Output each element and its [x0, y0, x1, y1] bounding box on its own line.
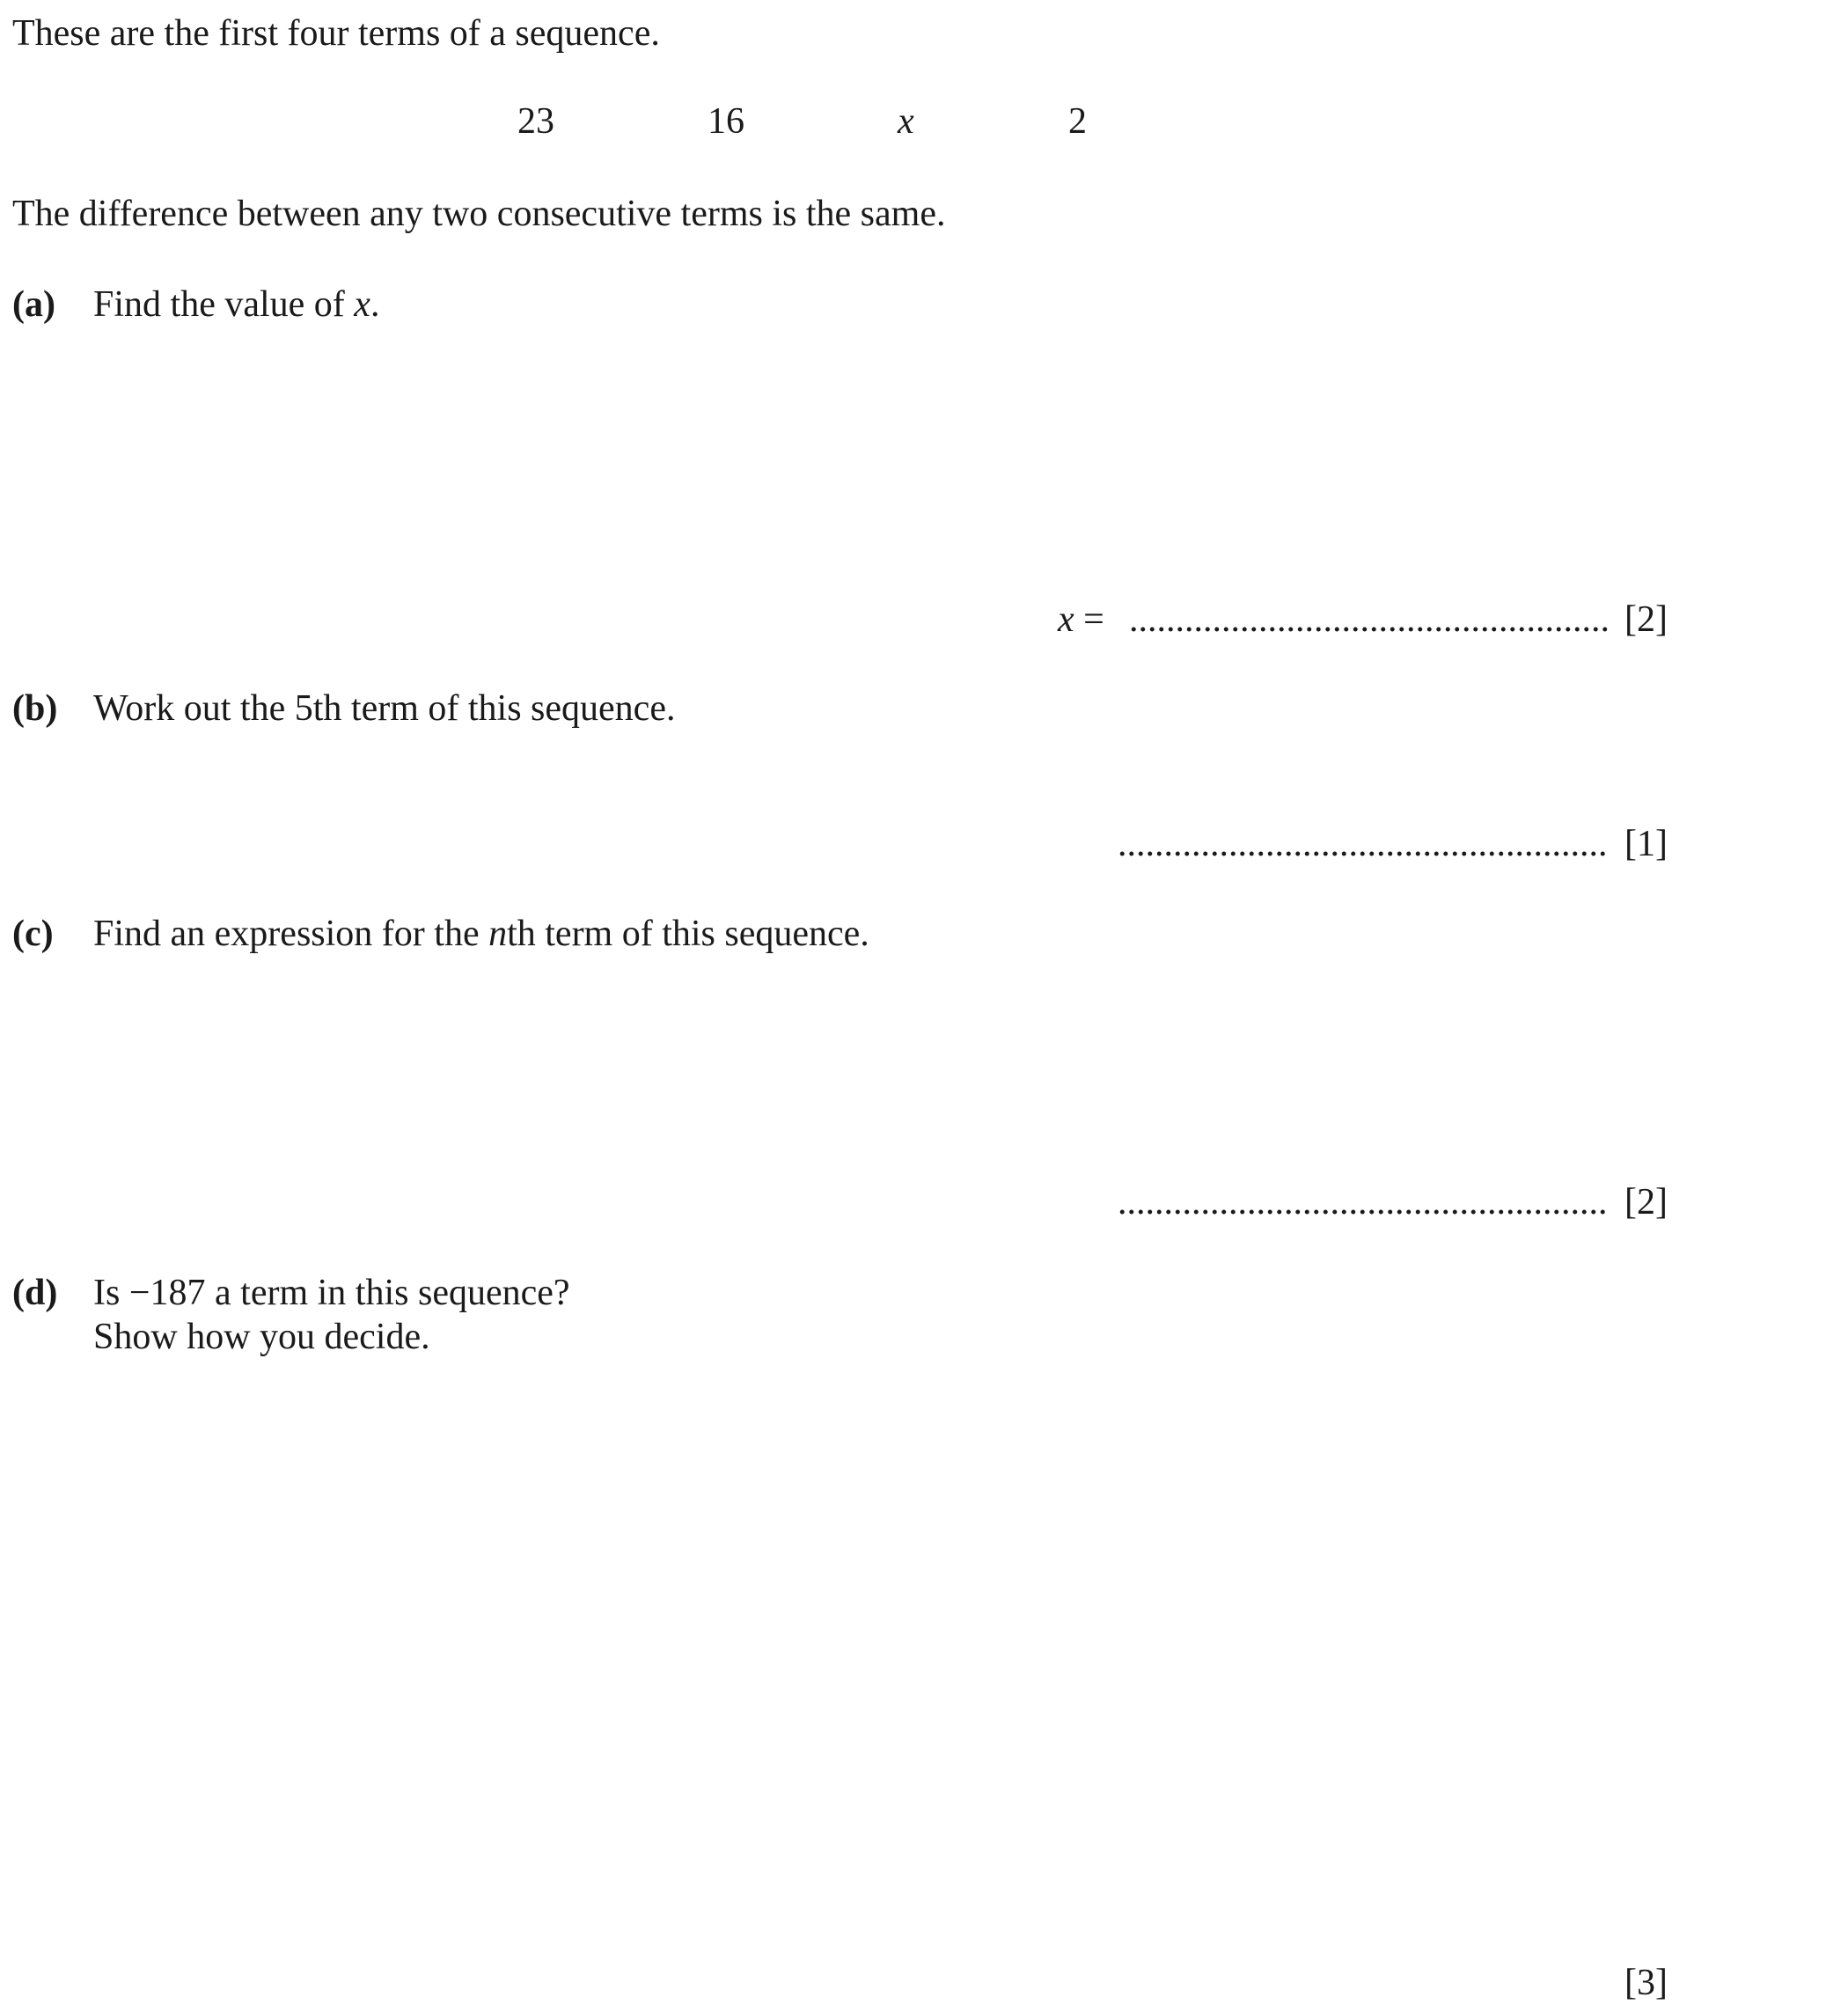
- part-c-question-var: n: [488, 914, 508, 954]
- sequence-term-4: 2: [1068, 101, 1087, 142]
- part-c-question-prefix: Find an expression for the: [93, 914, 489, 954]
- part-b-question: Work out the 5th term of this sequence.: [93, 688, 676, 729]
- part-c-label: (c): [12, 914, 54, 954]
- sequence-term-3: x: [898, 101, 914, 142]
- part-a-question-var: x: [354, 284, 370, 325]
- part-c-question-suffix: th term of this sequence.: [507, 914, 869, 954]
- part-a-marks: [2]: [1624, 599, 1668, 640]
- part-c-answer-line[interactable]: .....................................................: [1118, 1182, 1608, 1223]
- part-a-question: [93, 286, 379, 323]
- part-b-marks: [1]: [1624, 824, 1668, 864]
- part-c-question: [93, 915, 869, 952]
- sequence-term-1: 23: [517, 101, 554, 142]
- part-a-label: (a): [12, 284, 55, 325]
- part-a-answer-line[interactable]: ....................................................: [1129, 599, 1610, 640]
- part-d-question-line2: Show how you decide.: [93, 1317, 430, 1357]
- part-a-answer-label: [1058, 601, 1104, 638]
- part-b-label: (b): [12, 688, 58, 729]
- part-c-marks: [2]: [1624, 1182, 1668, 1223]
- intro-text: These are the first four terms of a sequence.: [12, 13, 660, 54]
- part-b-answer-line[interactable]: .....................................................: [1118, 824, 1608, 864]
- part-d-question-line1: Is −187 a term in this sequence?: [93, 1273, 570, 1313]
- part-d-label: (d): [12, 1273, 58, 1313]
- part-a-question-prefix: Find the value of: [93, 284, 355, 325]
- part-a-answer-var: x: [1058, 599, 1074, 640]
- part-d-marks: [3]: [1624, 1963, 1668, 2003]
- statement-text: The difference between any two consecutive terms is the same.: [12, 194, 946, 234]
- part-a-question-suffix: .: [370, 284, 380, 325]
- part-a-answer-eq: =: [1074, 599, 1104, 640]
- sequence-term-2: 16: [708, 101, 744, 142]
